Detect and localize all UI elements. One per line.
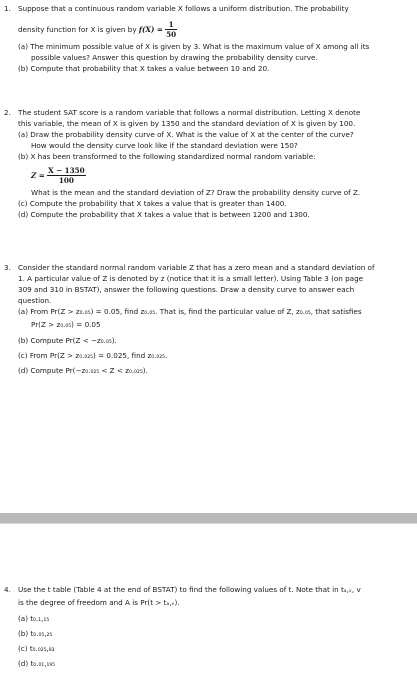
question-text: Consider the standard normal random variable Z that has a zero mean and a standard deviation of — [18, 263, 375, 272]
question-text: 309 and 310 in BSTAT), answer the following questions. Draw a density curve to answer each — [18, 285, 355, 294]
sub-question-c: (c) Compute the probability that X takes a value that is greater than 1400. — [18, 199, 287, 208]
sub-question-b: (b) Compute Pr(Z < −z₀.₀₅). — [18, 336, 117, 345]
question-text: Suppose that a continuous random variable X follows a uniform distribution. The probability — [18, 4, 349, 13]
question-number: 1. — [4, 4, 11, 13]
question-text: density function for X is given by — [18, 24, 137, 34]
sub-question-b: (b) Compute that probability that X takes a value between 10 and 20. — [18, 64, 270, 73]
fraction — [165, 20, 177, 40]
sub-question-c: (c) From Pr(Z > z₀.₀₂₅) = 0.025, find z₀.₀₂₅. — [18, 351, 168, 360]
question-number: 4. — [4, 585, 11, 594]
question-text — [18, 20, 177, 40]
fraction-denominator: 50 — [166, 30, 177, 40]
question-number: 3. — [4, 263, 11, 272]
sub-question-b: (b) X has been transformed to the following standardized normal random variable: — [18, 152, 316, 161]
question-number: 2. — [4, 108, 11, 117]
question-text: question. — [18, 296, 52, 305]
sub-question-b: (b) t₀.₀₅,₂₅ — [18, 629, 53, 638]
sub-question-a-cont: How would the density curve look like if the standard deviation were 150? — [31, 141, 298, 150]
fraction-numerator: 1 — [165, 20, 177, 30]
sub-question-a: (a) t₀.₁,₁₅ — [18, 614, 50, 623]
question-text: is the degree of freedom and A is Pr(t > tₐ,ᵥ). — [18, 598, 180, 607]
sub-question-d: (d) Compute the probability that X takes a value that is between 1200 and 1300. — [18, 210, 310, 219]
question-text: 1. A particular value of Z is denoted by z (notice that it is a small letter). Using Table 3 (on page — [18, 274, 364, 283]
question-text: The student SAT score is a random variable that follows a normal distribution. Letting X denote — [18, 108, 361, 117]
sub-question-d: (d) Compute Pr(−z₀.₀₂₅ < Z < z₀.₀₂₅). — [18, 366, 148, 375]
question-text: this variable, the mean of X is given by 1350 and the standard deviation of X is given by 100. — [18, 119, 356, 128]
sub-question-a: (a) The minimum possible value of X is given by 3. What is the maximum value of X among all its — [18, 42, 370, 51]
sub-question-b-cont: What is the mean and the standard deviation of Z? Draw the probability density curve of Z. — [31, 188, 361, 197]
sub-question-c: (c) t₀.₀₂₅,₈₃ — [18, 644, 55, 653]
fraction-numerator: X − 1350 — [48, 166, 85, 175]
sub-question-a-cont: possible values? Answer this question by drawing the probability density curve. — [31, 53, 318, 62]
sub-question-a-cont: Pr(Z > z₀.₀₅) = 0.05 — [31, 320, 101, 329]
sub-question-a: (a) Draw the probability density curve of X. What is the value of X at the center of the curve? — [18, 130, 354, 139]
sub-question-d: (d) t₀.₀₁,₁₉₅ — [18, 659, 56, 668]
fraction-denominator: 100 — [58, 176, 74, 186]
math-expression: f(X) = — [138, 24, 163, 34]
z-formula — [31, 166, 86, 186]
fraction — [47, 166, 86, 186]
math-expression: Z = — [31, 170, 45, 180]
question-text: Use the t table (Table 4 at the end of BSTAT) to find the following values of t. Note that in tₐ,ᵥ, v — [18, 585, 361, 594]
sub-question-a: (a) From Pr(Z > z₀.₀₅) = 0.05, find z₀.₀₅. That is, find the particular value of Z, z₀.₀₅, that satisfies — [18, 307, 362, 316]
section-divider-line — [0, 523, 417, 524]
section-divider — [0, 513, 417, 523]
